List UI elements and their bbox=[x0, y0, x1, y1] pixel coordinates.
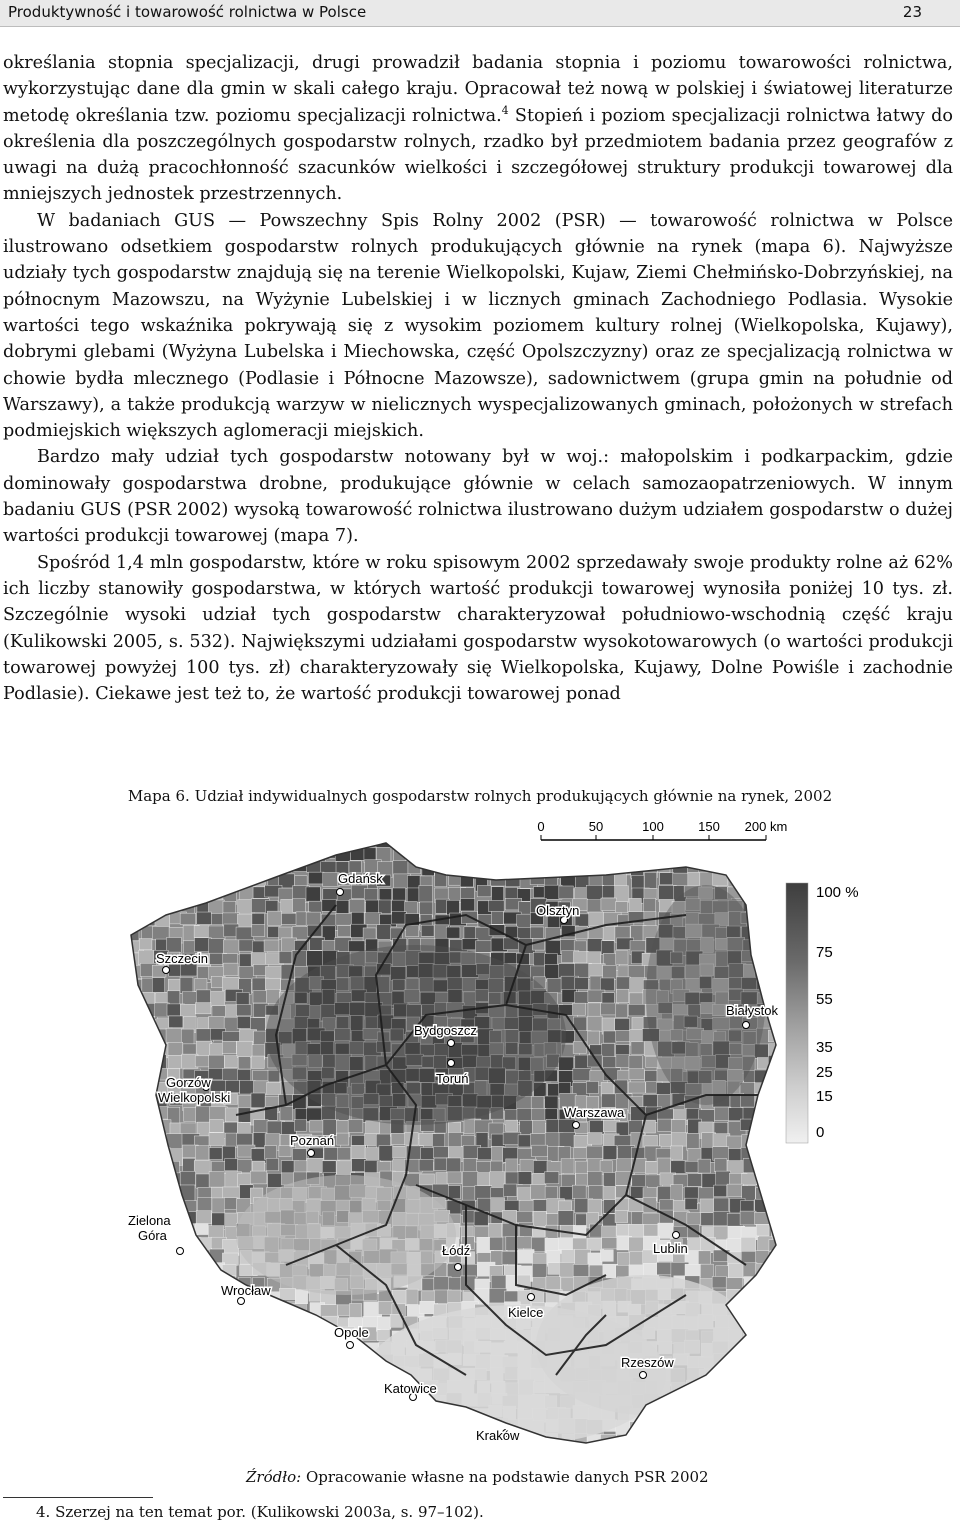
map-figure bbox=[86, 815, 876, 1465]
map-caption: Mapa 6. Udział indywidualnych gospodarstw rolnych produkujących głównie na rynek, 2002 bbox=[127, 787, 833, 805]
city-label-bydgoszcz: Bydgoszcz bbox=[414, 1023, 477, 1038]
city-label-gorzow-wielkopolski: Gorzów Wielkopolski bbox=[158, 1075, 231, 1105]
city-dot-zielona-gora bbox=[177, 1248, 184, 1255]
city-label-lodz: Łódź bbox=[442, 1243, 471, 1258]
scale-tick-150: 150 bbox=[698, 819, 720, 834]
city-label-krakow: Kraków bbox=[476, 1428, 520, 1443]
city-dot-rzeszow bbox=[640, 1372, 647, 1379]
city-label-opole: Opole bbox=[334, 1325, 369, 1340]
footnote-ref: 4 bbox=[501, 103, 509, 117]
paragraph-3: Bardzo mały udział tych gospodarstw notowany był w woj.: małopolskim i podkarpackim, gdzie dominowały gospodarstwa drobne, produkujące głównie w celach samozaopatrzeniowych. W innym badaniu GUS (PSR 2002) wysoką towarowość rolnictwa ilustrowano dużym udziałem gospodarstw o dużej wartości produkcji towarowej (mapa 7). bbox=[3, 447, 953, 547]
city-dot-lodz bbox=[455, 1264, 462, 1271]
paragraph-2: W badaniach GUS — Powszechny Spis Rolny 2002 (PSR) — towarowość rolnictwa w Polsce ilustrowano odsetkiem gospodarstw rolnych produkujących głównie na rynek (mapa 6). Najwyższe udziały tych gospodarstw znajdują się na terenie Wielkopolski, Kujaw, Ziemi Chełmińsko-Dobrzyńskiej, na północnym Mazowszu, na Wyżynie Lubelskiej i w licznych gminach Zachodniego Podlasia. Wysokie wartości tego wskaźnika pokrywają się z wysokim poziomem kultury rolnej (Wielkopolska, Kujawy), dobrymi glebami (Wyżyna Lubelska i Miechowska, część Opolszczyzny) oraz ze specjalizacją rolnictwa w chowie bydła mlecznego (Podlasie i Północne Mazowsze), sadownictwem (grupa gmin na południe od Warszawy), a także produkcją warzyw w nielicznych wyspecjalizowanych gminach, położonych w strefach podmiejskich większych aglomeracji miejskich. bbox=[3, 210, 953, 442]
legend-55: 55 bbox=[816, 991, 833, 1008]
city-label-gdansk: Gdańsk bbox=[338, 871, 383, 886]
city-dot-wroclaw bbox=[238, 1298, 245, 1305]
legend-100: 100 % bbox=[816, 884, 859, 901]
city-label-poznan: Poznań bbox=[290, 1133, 335, 1148]
paragraph-4: Spośród 1,4 mln gospodarstw, które w roku spisowym 2002 sprzedawały swoje produkty rolne aż 62% ich liczby stanowiły gospodarstwa, w których wartość produkcji towarowej wynosiła poniżej 10 tys. zł. Szczególnie wysoki udział tych gospodarstw charakteryzował południowo-wschodnią część kraju (Kulikowski 2005, s. 532). Największymi udziałami gospodarstw wysokotowarowych (o wartości produkcji towarowej powyżej 100 tys. zł) charakteryzowały się Wielkopolska, Kujawy, Dolne Powiśle i zachodnie Podlasie). Ciekawe jest też to, że wartość produkcji towarowej ponad bbox=[3, 552, 953, 705]
city-dot-szczecin bbox=[163, 967, 170, 974]
poland-choropleth-map bbox=[86, 815, 876, 1465]
city-dot-gdansk bbox=[337, 889, 344, 896]
footnote: 4. Szerzej na ten temat por. (Kulikowski 2003a, s. 97–102). bbox=[36, 1503, 484, 1521]
city-label-bialystok: Białystok bbox=[726, 1003, 779, 1018]
city-dot-bialystok bbox=[743, 1022, 750, 1029]
city-dot-torun bbox=[448, 1060, 455, 1067]
map-base bbox=[86, 815, 876, 1465]
legend-35: 35 bbox=[816, 1039, 833, 1056]
city-label-rzeszow: Rzeszów bbox=[621, 1355, 674, 1370]
scale-bar bbox=[537, 819, 787, 840]
city-dot-bydgoszcz bbox=[448, 1040, 455, 1047]
city-dot-kielce bbox=[528, 1294, 535, 1301]
legend bbox=[786, 883, 859, 1143]
page-number: 23 bbox=[902, 3, 922, 21]
city-label-katowice: Katowice bbox=[384, 1381, 437, 1396]
city-label-szczecin: Szczecin bbox=[156, 951, 209, 966]
running-title: Produktywność i towarowość rolnictwa w Polsce bbox=[8, 3, 367, 21]
city-label-zielona-gora: Zielona Góra bbox=[128, 1213, 171, 1243]
city-dot-warszawa bbox=[573, 1122, 580, 1129]
legend-25: 25 bbox=[816, 1064, 833, 1081]
city-dot-poznan bbox=[308, 1150, 315, 1157]
city-label-torun: Toruń bbox=[436, 1071, 469, 1086]
running-header bbox=[0, 0, 960, 27]
footnote-rule bbox=[3, 1497, 153, 1498]
city-label-olsztyn: Olsztyn bbox=[536, 903, 580, 918]
scale-tick-50: 50 bbox=[588, 819, 604, 834]
scale-tick-100: 100 bbox=[642, 819, 664, 834]
legend-75: 75 bbox=[816, 944, 833, 961]
body-text bbox=[3, 50, 953, 707]
city-label-lublin: Lublin bbox=[653, 1241, 688, 1256]
city-label-wroclaw: Wrocław bbox=[221, 1283, 271, 1298]
city-label-kielce: Kielce bbox=[508, 1305, 544, 1320]
legend-15: 15 bbox=[816, 1088, 833, 1105]
scale-tick-0: 0 bbox=[537, 819, 545, 834]
legend-0: 0 bbox=[816, 1124, 825, 1141]
city-dot-lublin bbox=[673, 1232, 680, 1239]
city-dot-opole bbox=[347, 1342, 354, 1349]
city-label-warszawa: Warszawa bbox=[564, 1105, 625, 1120]
paragraph-1: określania stopnia specjalizacji, drugi prowadził badania stopnia i poziomu towarowości rolnictwa, wykorzystując dane dla gmin w skali całego kraju. Opracował też nową w polskiej i światowej literaturze metodę określania tzw. poziomu specjalizacji rolnictwa.$^4$ Stopień i poziom specjalizacji rolnictwa łatwy do określenia dla poszczególnych gospodarstw rolnych, rzadko był przedmiotem badania przez geografów z uwagi na dużą pracochłonność szacunków wielkości i szczegółowej struktury produkcji towarowej dla mniejszych jednostek przestrzennych. bbox=[3, 53, 953, 205]
source-caption: Źródło: Opracowanie własne na podstawie danych PSR 2002 bbox=[246, 1468, 709, 1486]
scale-tick-200: 200 km bbox=[744, 819, 788, 834]
